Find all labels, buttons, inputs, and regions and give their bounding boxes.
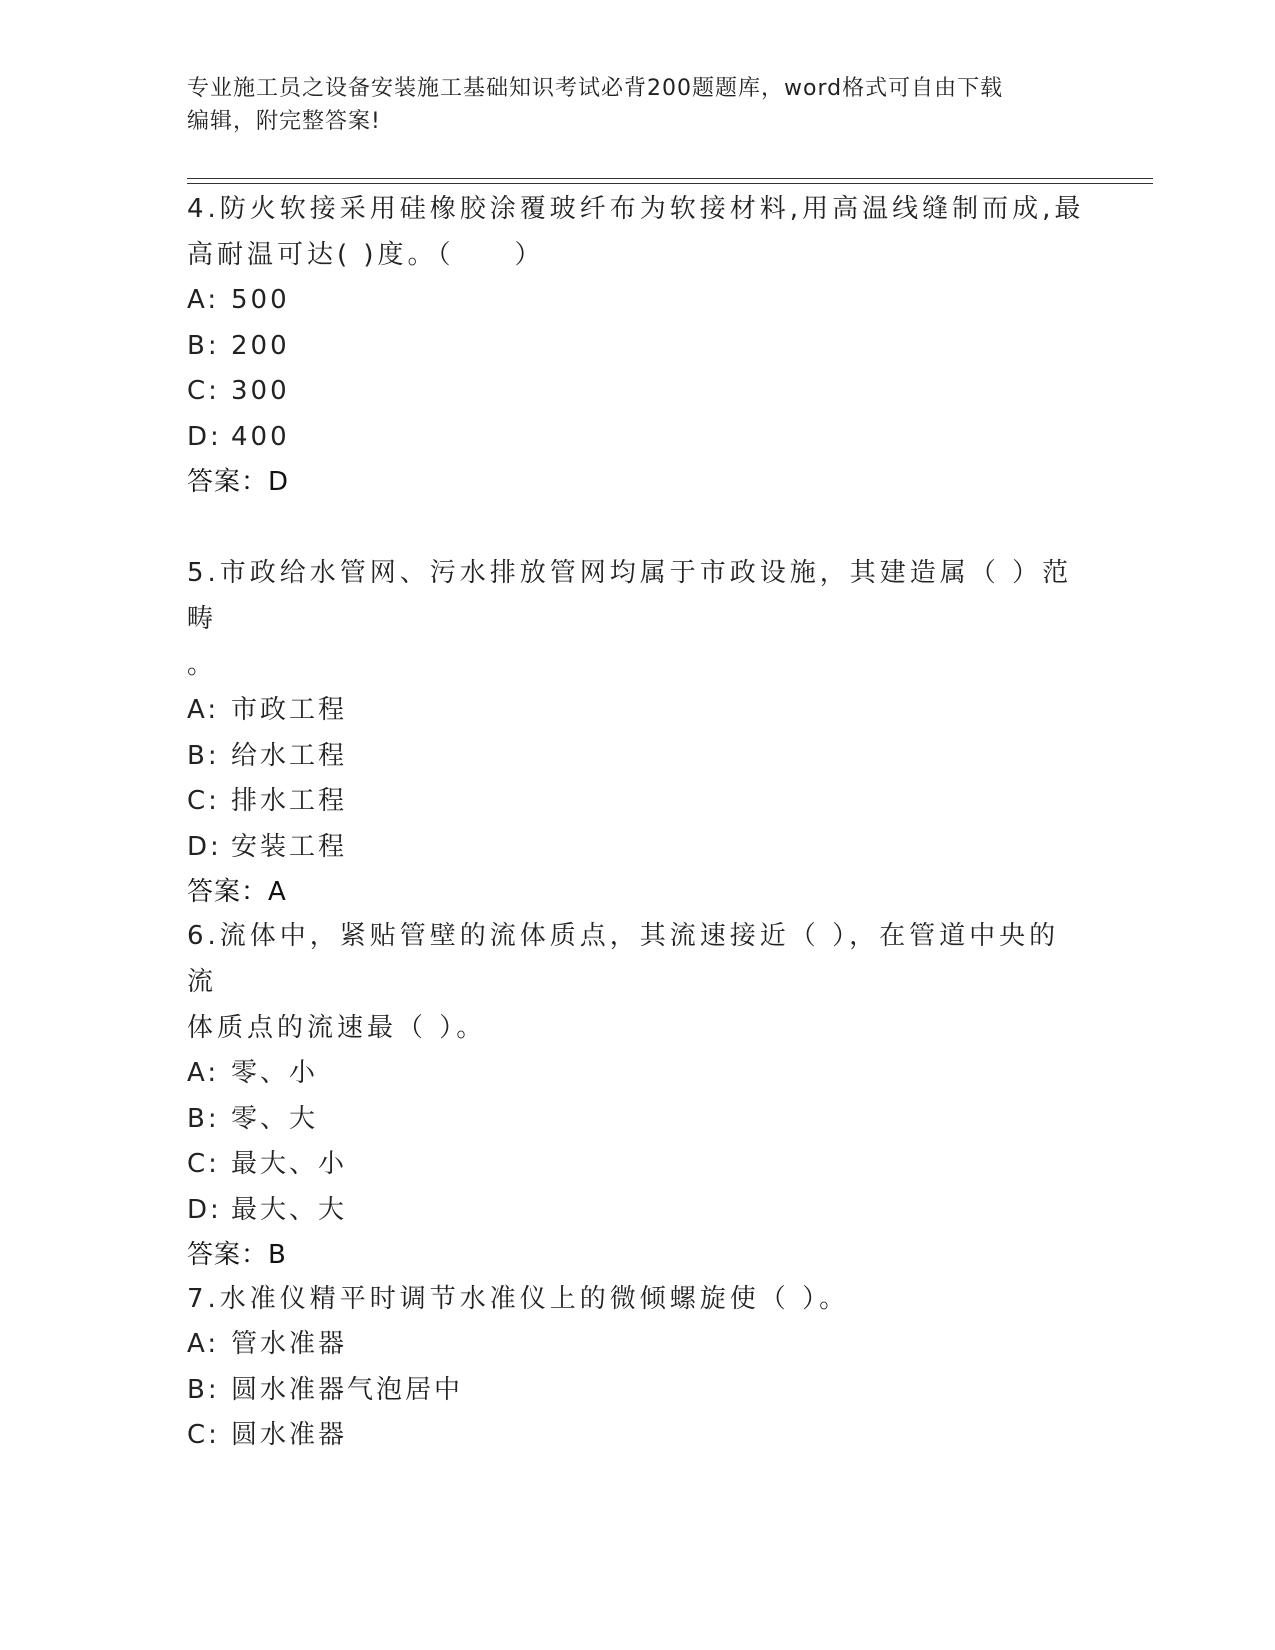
option-key: B: — [187, 330, 220, 361]
option-key: B: — [187, 1374, 220, 1405]
option-text: 零、小 — [231, 1058, 319, 1088]
question-stem-line-1: 4.防火软接采用硅橡胶涂覆玻纤布为软接材料,用高温线缝制而成,最 — [187, 194, 1085, 224]
option-text: 排水工程 — [231, 786, 348, 816]
question-stem-line-1: 7.水准仪精平时调节水准仪上的微倾螺旋使（ ）。 — [187, 1284, 850, 1314]
option-text: 最大、大 — [231, 1194, 348, 1225]
question-stem-line-2: 体质点的流速最（ ）。 — [187, 1013, 487, 1043]
option-text: 300 — [231, 376, 290, 406]
option-key: A: — [187, 1058, 220, 1088]
option-text: 圆水准器 — [231, 1420, 348, 1450]
option-key: D: — [187, 1194, 222, 1225]
option-key: A: — [187, 695, 220, 725]
header-divider-top — [187, 178, 1153, 179]
header-line-1: 专业施工员之设备安装施工基础知识考试必背200题题库，word格式可自由下载 — [187, 76, 1004, 101]
option-key: C: — [187, 376, 220, 406]
question-stem-line-1: 5.市政给水管网、污水排放管网均属于市政设施，其建造属（ ）范畴 — [187, 558, 1073, 634]
option-d — [187, 415, 1087, 461]
option-key: D: — [187, 421, 222, 452]
question-stem-line-2: 高耐温可达( )度。（ ） — [187, 240, 545, 270]
option-b — [187, 324, 1087, 370]
option-key: A: — [187, 285, 220, 315]
option-key: A: — [187, 1329, 220, 1359]
option-text: 最大、小 — [231, 1149, 348, 1179]
option-b — [187, 1097, 1087, 1143]
header-line-2: 编辑，附完整答案! — [187, 109, 381, 134]
option-text: 安装工程 — [231, 831, 348, 862]
option-c — [187, 369, 1087, 415]
header-divider-bottom — [187, 183, 1153, 184]
option-text: 200 — [231, 330, 290, 361]
option-a — [187, 1051, 1087, 1097]
option-d — [187, 825, 1087, 871]
option-text: 圆水准器气泡居中 — [231, 1374, 464, 1405]
question-stem-line-1: 6.流体中，紧贴管壁的流体质点，其流速接近（ ），在管道中央的流 — [187, 921, 1060, 997]
question-4 — [187, 186, 1087, 504]
option-key: B: — [187, 740, 220, 771]
option-b — [187, 1368, 1087, 1414]
option-key: C: — [187, 786, 220, 816]
question-7 — [187, 1276, 1087, 1459]
option-text: 400 — [231, 421, 290, 452]
option-a — [187, 688, 1087, 734]
option-a — [187, 278, 1087, 324]
option-text: 给水工程 — [231, 740, 348, 771]
option-key: B: — [187, 1103, 220, 1134]
option-b — [187, 734, 1087, 780]
document-header — [187, 72, 1087, 138]
answer-label: 答案：A — [187, 877, 287, 907]
question-5 — [187, 550, 1087, 914]
option-text: 500 — [231, 285, 290, 315]
option-text: 管水准器 — [231, 1329, 348, 1359]
option-key: C: — [187, 1149, 220, 1179]
question-6 — [187, 913, 1087, 1277]
option-key: D: — [187, 831, 222, 862]
option-c — [187, 1142, 1087, 1188]
option-a — [187, 1322, 1087, 1368]
option-c — [187, 1413, 1087, 1459]
answer-label: 答案：B — [187, 1240, 287, 1270]
option-text: 市政工程 — [231, 695, 348, 725]
option-key: C: — [187, 1420, 220, 1450]
answer-label: 答案：D — [187, 467, 290, 497]
option-c — [187, 779, 1087, 825]
option-text: 零、大 — [231, 1103, 319, 1134]
question-stem-line-2: 。 — [187, 650, 218, 680]
option-d — [187, 1188, 1087, 1234]
